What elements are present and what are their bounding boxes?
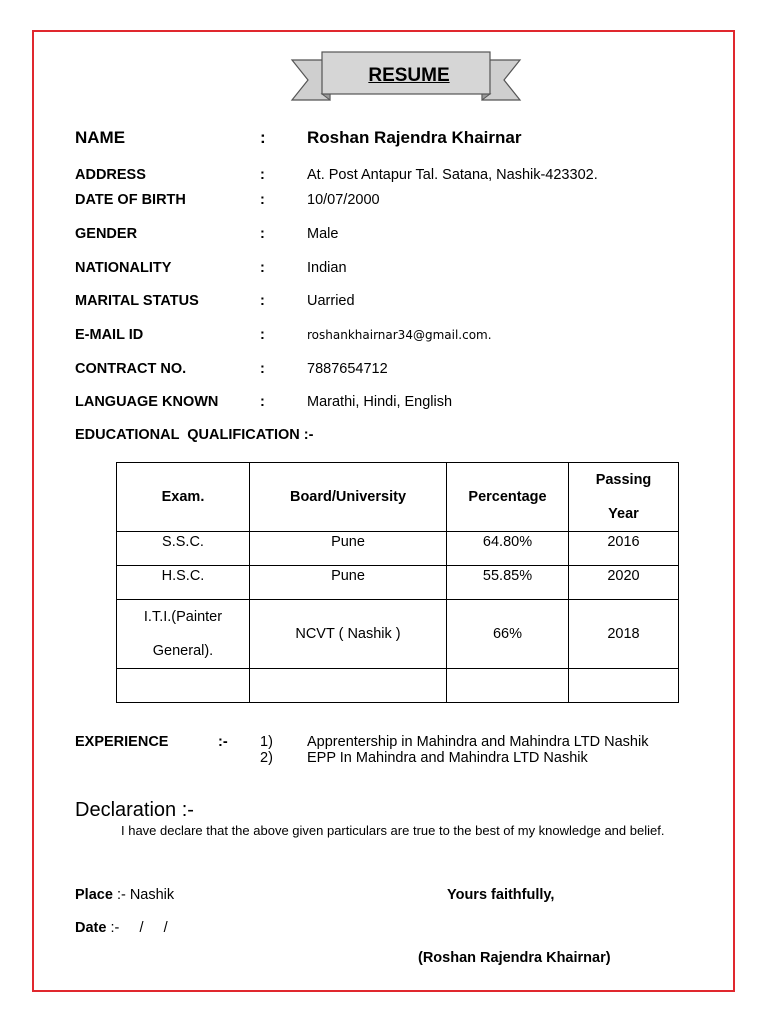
header-cell: Board/University bbox=[250, 463, 447, 532]
table-row bbox=[117, 532, 679, 566]
table-row bbox=[117, 566, 679, 600]
experience-num: 2) bbox=[260, 750, 273, 766]
field-colon: : bbox=[260, 361, 265, 377]
table-cell: 2018 bbox=[569, 600, 679, 669]
field-colon: : bbox=[260, 167, 265, 183]
field-label: E-MAIL ID bbox=[75, 327, 144, 343]
table-cell bbox=[117, 600, 250, 669]
field-value: 7887654712 bbox=[307, 361, 388, 377]
header-cell: Exam. bbox=[117, 463, 250, 532]
name-colon: : bbox=[260, 128, 266, 147]
table-cell: 2020 bbox=[569, 566, 679, 600]
field-colon: : bbox=[260, 327, 265, 343]
date-label: Date bbox=[75, 920, 107, 936]
date-line bbox=[75, 920, 168, 936]
field-colon: : bbox=[260, 293, 265, 309]
field-label: DATE OF BIRTH bbox=[75, 192, 186, 208]
table-cell: 2016 bbox=[569, 532, 679, 566]
field-label: GENDER bbox=[75, 226, 138, 242]
field-label: ADDRESS bbox=[75, 167, 146, 183]
experience-num: 1) bbox=[260, 734, 273, 750]
table-cell: S.S.C. bbox=[117, 532, 250, 566]
table-cell: H.S.C. bbox=[117, 566, 250, 600]
table-cell bbox=[447, 669, 569, 703]
table-cell: NCVT ( Nashik ) bbox=[250, 600, 447, 669]
table-cell: Pune bbox=[250, 532, 447, 566]
field-value: Indian bbox=[307, 260, 347, 276]
header-cell: Percentage bbox=[447, 463, 569, 532]
declaration-heading: Declaration :- bbox=[75, 799, 194, 821]
table-cell bbox=[569, 669, 679, 703]
header-cell bbox=[569, 463, 679, 532]
place-value: :- Nashik bbox=[116, 887, 175, 903]
name-value: Roshan Rajendra Khairnar bbox=[307, 128, 522, 147]
experience-item: Apprentership in Mahindra and Mahindra LTD Nashik bbox=[307, 734, 649, 750]
cell-line: General). bbox=[152, 643, 214, 659]
field-value: At. Post Antapur Tal. Satana, Nashik-423302. bbox=[307, 167, 598, 183]
table-header-row bbox=[117, 463, 679, 532]
place-line bbox=[75, 887, 174, 903]
table-cell bbox=[250, 669, 447, 703]
field-colon: : bbox=[260, 394, 265, 410]
field-label: NATIONALITY bbox=[75, 260, 172, 276]
table-cell: 64.80% bbox=[447, 532, 569, 566]
cell-line: I.T.I.(Painter bbox=[143, 609, 223, 625]
table-cell: 66% bbox=[447, 600, 569, 669]
table-row-empty bbox=[117, 669, 679, 703]
field-value: Marathi, Hindi, English bbox=[307, 394, 453, 410]
table-cell bbox=[117, 669, 250, 703]
email-link[interactable]: roshankhairnar34@gmail.com. bbox=[307, 328, 492, 342]
place-label: Place bbox=[75, 887, 113, 903]
education-heading: EDUCATIONAL QUALIFICATION :- bbox=[75, 427, 314, 443]
experience-colon: :- bbox=[218, 734, 228, 750]
header-line: Passing bbox=[595, 472, 652, 488]
field-colon: : bbox=[260, 260, 265, 276]
name-label: NAME bbox=[75, 128, 126, 147]
experience-item: EPP In Mahindra and Mahindra LTD Nashik bbox=[307, 750, 588, 766]
table-cell: 55.85% bbox=[447, 566, 569, 600]
field-value: Male bbox=[307, 226, 339, 242]
education-table bbox=[116, 462, 679, 703]
declaration-text: I have declare that the above given particulars are true to the best of my knowledge and belief. bbox=[121, 823, 665, 838]
field-colon: : bbox=[260, 226, 265, 242]
field-label: LANGUAGE KNOWN bbox=[75, 394, 219, 410]
resume-title: RESUME bbox=[368, 65, 450, 86]
field-label: MARITAL STATUS bbox=[75, 293, 199, 309]
date-value: :- / / bbox=[110, 920, 168, 936]
closing-text: Yours faithfully, bbox=[447, 887, 555, 903]
field-value: 10/07/2000 bbox=[307, 192, 380, 208]
field-label: CONTRACT NO. bbox=[75, 361, 187, 377]
table-cell: Pune bbox=[250, 566, 447, 600]
field-colon: : bbox=[260, 192, 265, 208]
header-line: Year bbox=[608, 506, 639, 522]
table-row bbox=[117, 600, 679, 669]
experience-label: EXPERIENCE bbox=[75, 734, 169, 750]
signature-name: (Roshan Rajendra Khairnar) bbox=[418, 950, 611, 966]
field-value: Uarried bbox=[307, 293, 355, 309]
